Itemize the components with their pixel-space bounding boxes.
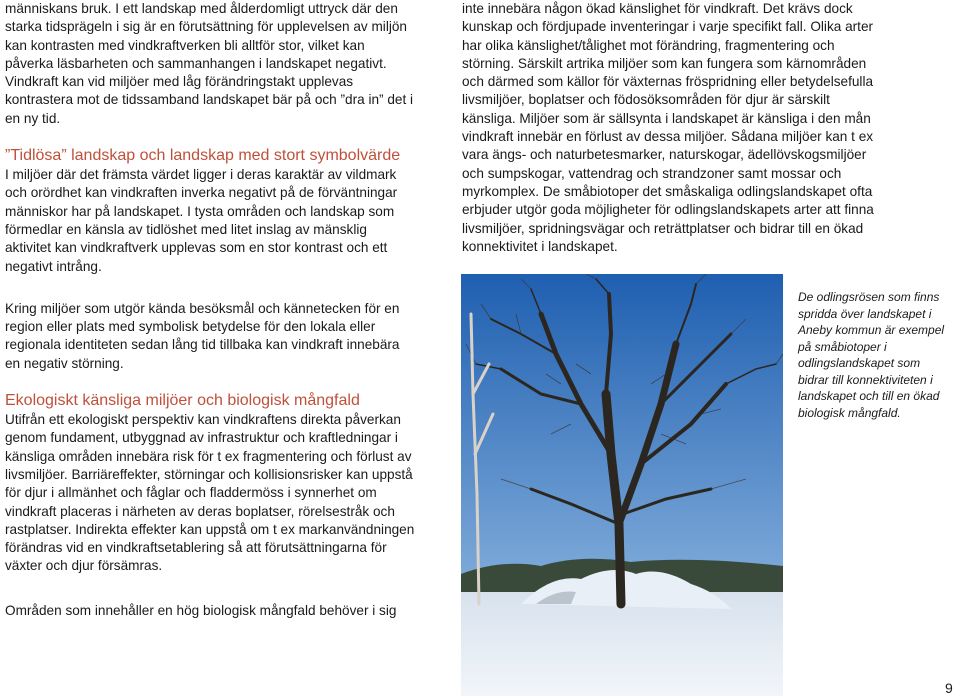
paragraph-sensitivity: inte innebära någon ökad känslighet för vindkraft. Det krävs dock kunskap och fördjupade inventeringar i varje specifikt fall. Olika arter har olika känslighet/tålighet mot förändring, fragmentering och störning. Särskilt artrika miljöer som kan fungera som kärnområden och därmed som källor för växternas fröspridning eller betydelsefulla livsmiljöer, boplatser och födosöksområden för djur är särskilt känsliga. Miljöer som är sällsynta i landskapet är känsliga i den mån vindkraft innebär en förlust av dessa miljöer. Sådana miljöer kan t ex vara ängs- och naturbetesmarker, naturskogar, ädellövskogsmiljöer och sumpskogar, vattendrag och strandzoner samt mossar och myrkomplex. De småbiotoper det småskaliga odlingslandskapet ofta erbjuder utgör goda möjligheter för odlingslandskapets arter att finna livsmiljöer, spridningsvägar och reträttplatser och bidrar till en ökad konnektivitet i landskapet. (462, 1, 874, 254)
heading-ecology: Ekologiskt känsliga miljöer och biologisk mångfald (5, 392, 360, 410)
paragraph-ecology: Utifrån ett ekologiskt perspektiv kan vindkraftens direkta påverkan genom fundament, utbyggnad av infrastruktur och kraftledningar i känsliga områden innebära risk för t ex fragmentering och förlust av livsmiljöer. Barriäreffekter, störningar och kollisionsrisker kan uppstå för djur i allmänhet och fåglar och fladdermöss i synnerhet om vindkraft placeras i närheten av deras boplatser, rörelsestråk och rastplatser. Indirekta effekter kan uppstå om t ex markanvändningen förändras vid en vindkraftsetablering så att förutsättningarna för växter och djur försämras. (5, 412, 415, 574)
photo-caption: De odlingsrösen som finns spridda över landskapet i Aneby kommun är exempel på småbiotoper i odlingslandskapet som bidrar till konnektiviteten i landskapet och till en ökad biologisk mångfald. (798, 290, 945, 420)
paragraph-biodiversity: Områden som innehåller en hög biologisk mångfald behöver i sig (5, 602, 397, 618)
right-column (462, 0, 882, 256)
paragraph-landmarks: Kring miljöer som utgör kända besöksmål och kännetecken för en region eller plats med symbolisk betydelse för den lokala eller regionala identiteten sedan lång tid tillbaka kan vindkraft innebära en negativ störning. (5, 300, 400, 371)
left-column (5, 0, 415, 620)
winter-tree-photo (461, 274, 783, 696)
paragraph-wilderness: I miljöer där det främsta värdet ligger i deras karaktär av vildmark och orördhet kan vindkraften inverka negativt på de förväntningar människor har på landskapet. I tysta områden och landskap som förmedlar en känsla av tidlöshet med litet inslag av mänsklig aktivitet kan vindkraftverk upplevas som en stor kontrast och ett negativt intrång. (5, 167, 398, 274)
heading-timeless-landscapes: ”Tidlösa” landskap och landskap med stort symbolvärde (5, 147, 401, 165)
paragraph-intro: människans bruk. I ett landskap med ålderdomligt uttryck där den starka tidsprägeln i sig är en förutsättning för upplevelsen av miljön kan kontrasten med vindkraftverken bli alltför stor, vilket kan påverka läsbarheten och sammanhangen i landskapet negativt. Vindkraft kan vid miljöer med låg förändringstakt upplevas kontrastera mot de tidssamband landskapet bär på och ”dra in” det i en ny tid. (5, 1, 414, 126)
page-number: 9 (945, 680, 953, 696)
